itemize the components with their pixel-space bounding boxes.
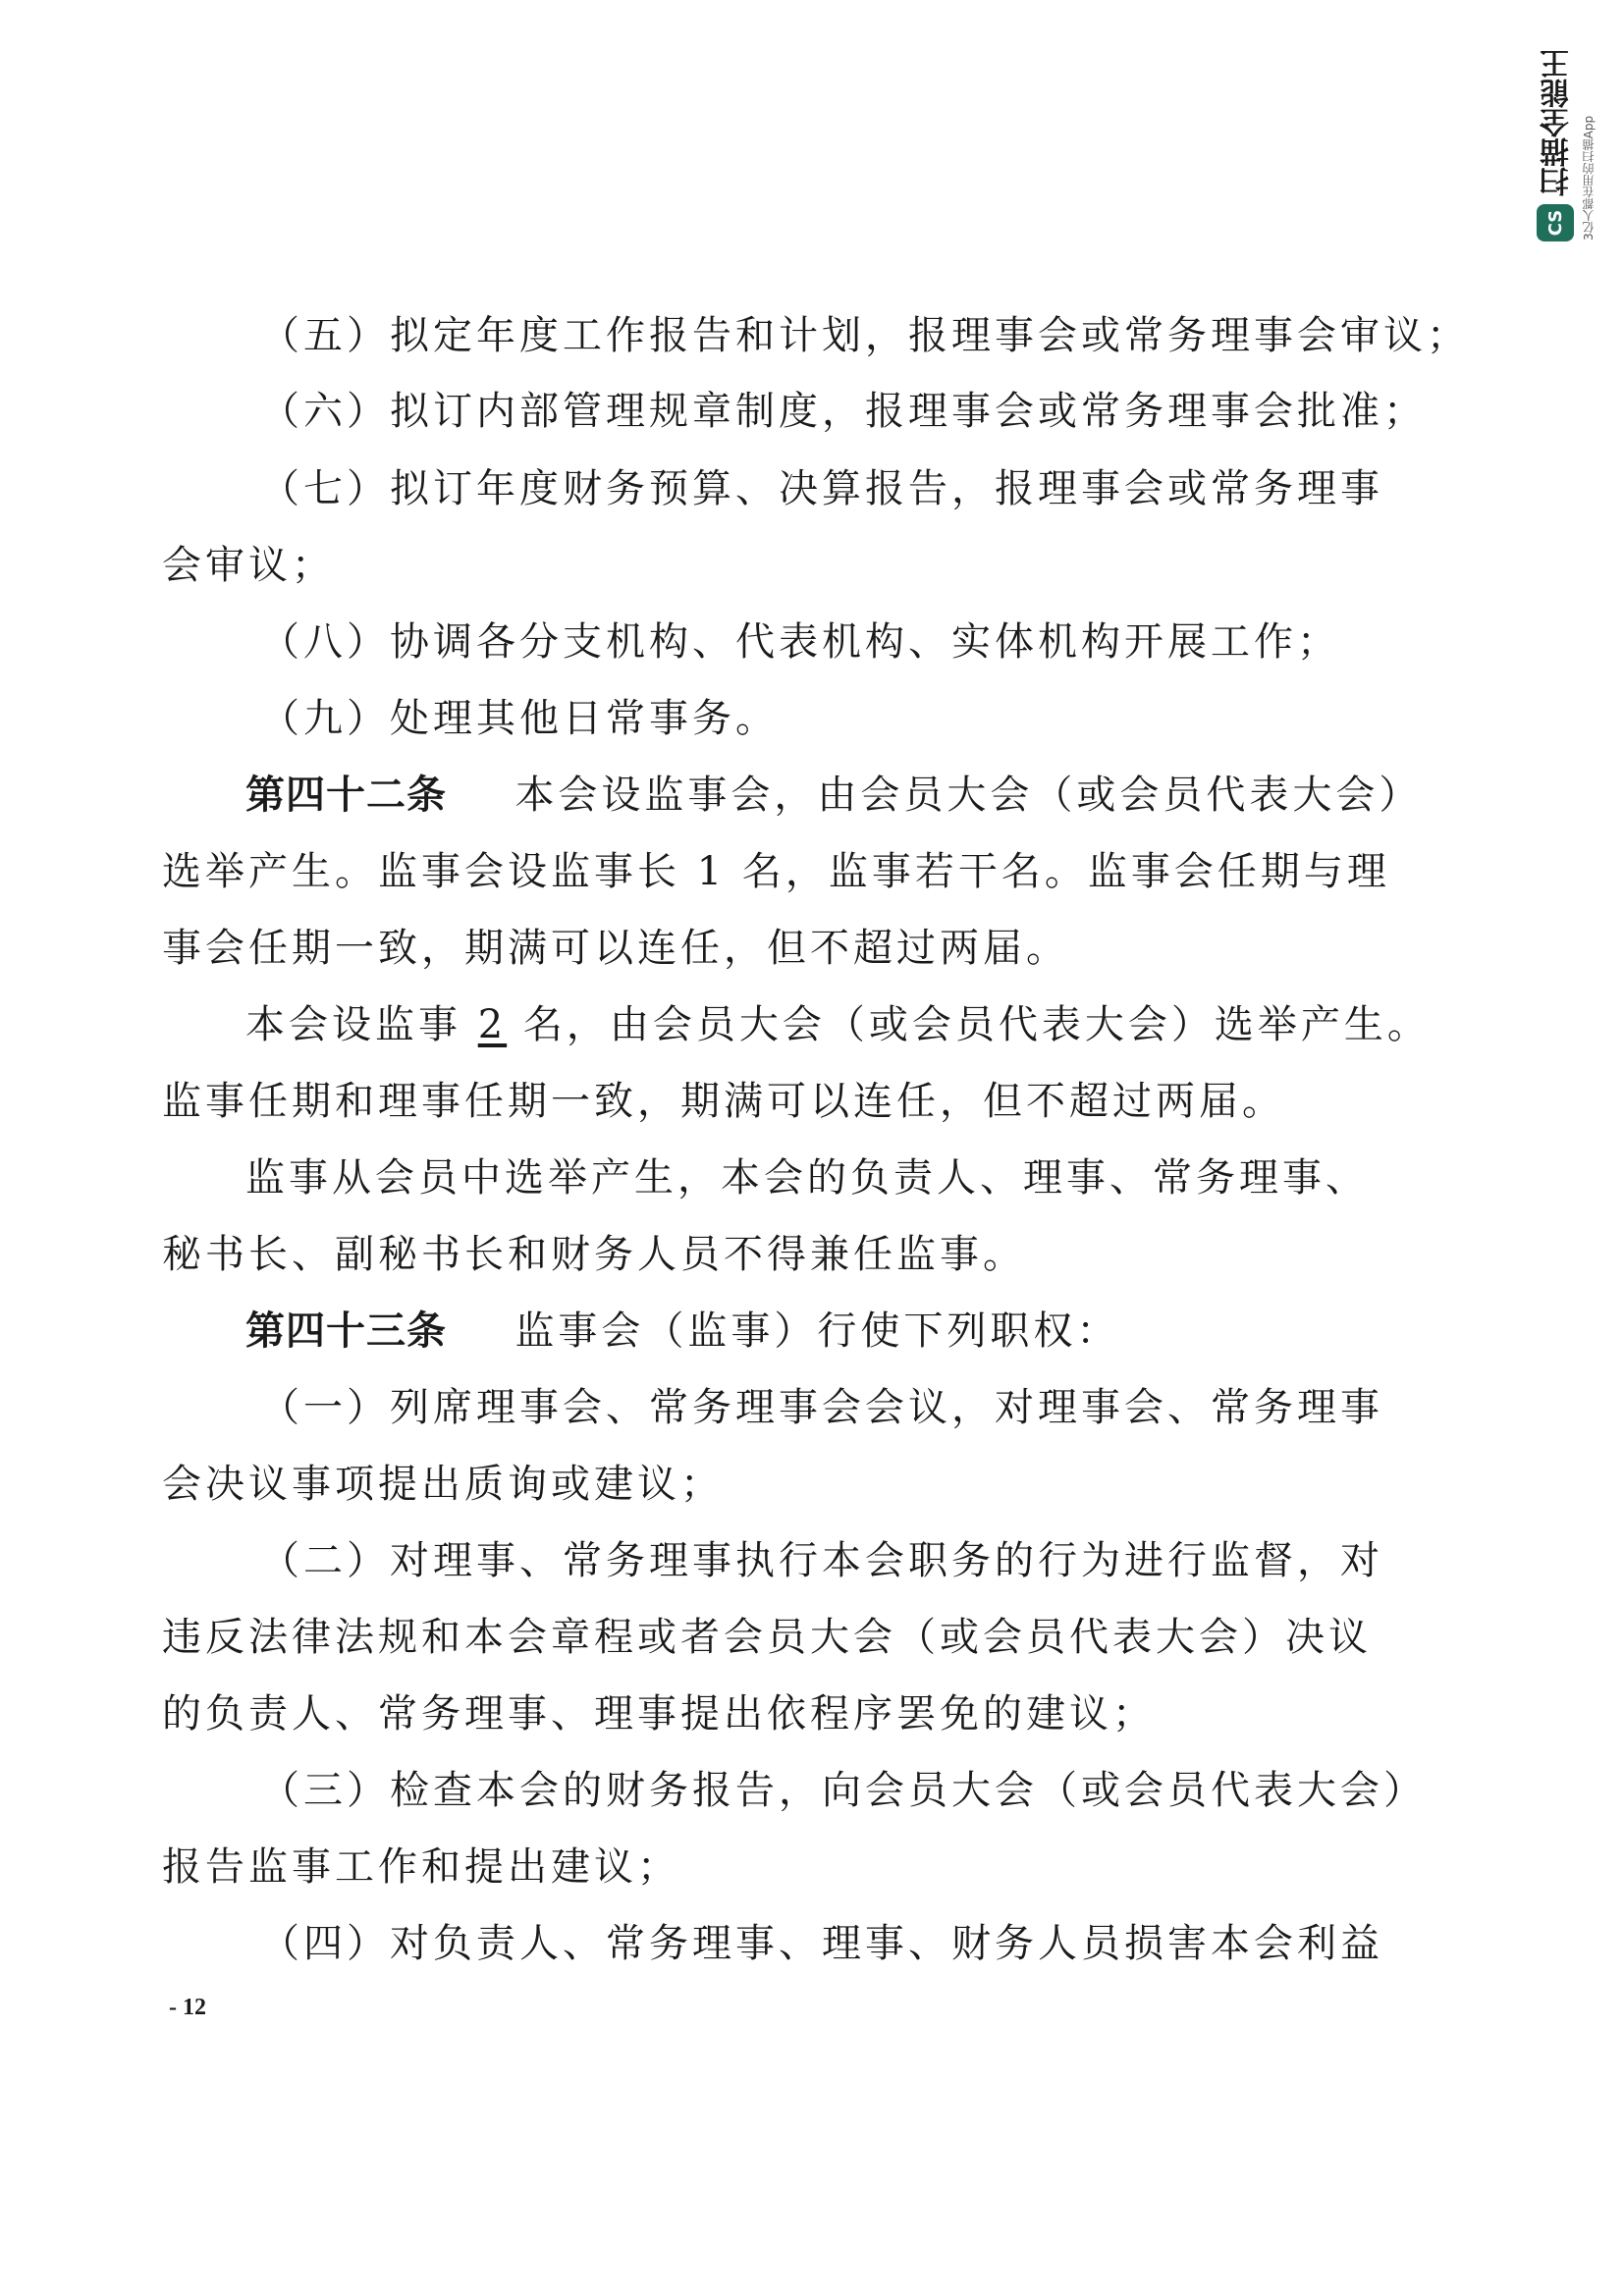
item-9: （九）处理其他日常事务。 bbox=[260, 696, 779, 741]
watermark-title: 扫描全能王 bbox=[1541, 49, 1575, 196]
article-42-line-2: 选举产生。监事会设监事长 1 名，监事若干名。监事会任期与理 bbox=[162, 849, 1390, 894]
article-43-intro: 监事会（监事）行使下列职权： bbox=[514, 1308, 1120, 1354]
article-43-item-3: （三）检查本会的财务报告，向会员大会（或会员代表大会） bbox=[260, 1768, 1427, 1813]
article-43-item-4: （四）对负责人、常务理事、理事、财务人员损害本会利益 bbox=[260, 1921, 1383, 1966]
cs-logo-icon: CS bbox=[1537, 204, 1574, 241]
article-42-label: 第四十二条 bbox=[245, 773, 447, 818]
article-43-item-2: （二）对理事、常务理事执行本会职务的行为进行监督，对 bbox=[260, 1538, 1383, 1583]
article-43-item-1-continued: 会决议事项提出质询或建议； bbox=[162, 1462, 724, 1507]
article-42-para-3-line-1: 监事从会员中选举产生，本会的负责人、理事、常务理事、 bbox=[245, 1155, 1369, 1201]
item-8: （八）协调各分支机构、代表机构、实体机构开展工作； bbox=[260, 619, 1340, 665]
page-number: - 12 bbox=[169, 1995, 206, 2020]
article-42-para-3-line-2: 秘书长、副秘书长和财务人员不得兼任监事。 bbox=[162, 1232, 1026, 1277]
supervisor-count: 2 bbox=[477, 1002, 508, 1047]
item-6: （六）拟订内部管理规章制度，报理事会或常务理事会批准； bbox=[260, 389, 1427, 434]
article-43-item-3-continued: 报告监事工作和提出建议； bbox=[162, 1844, 680, 1890]
para-2-suffix: 名，由会员大会（或会员代表大会）选举产生。 bbox=[507, 1002, 1431, 1047]
para-2-prefix: 本会设监事 bbox=[245, 1002, 478, 1047]
article-42-line-3: 事会任期一致，期满可以连任，但不超过两届。 bbox=[162, 926, 1069, 971]
article-42-text-1: 本会设监事会，由会员大会（或会员代表大会） bbox=[514, 773, 1423, 818]
article-43-item-2-continued-1: 违反法律法规和本会章程或者会员大会（或会员代表大会）决议 bbox=[162, 1615, 1372, 1660]
article-43-item-2-continued-2: 的负责人、常务理事、理事提出依程序罢免的建议； bbox=[162, 1691, 1156, 1736]
article-43-item-1: （一）列席理事会、常务理事会会议，对理事会、常务理事 bbox=[260, 1385, 1383, 1430]
article-42-line-1 bbox=[0, 770, 1623, 821]
article-43-label: 第四十三条 bbox=[245, 1308, 447, 1354]
item-7-continued: 会审议； bbox=[162, 543, 335, 588]
article-42-para-2-line-2: 监事任期和理事任期一致，期满可以连任，但不超过两届。 bbox=[162, 1079, 1285, 1124]
item-5: （五）拟定年度工作报告和计划，报理事会或常务理事会审议； bbox=[260, 313, 1470, 358]
article-42-para-2 bbox=[0, 999, 1623, 1050]
watermark-subtitle: 3亿人都在用的扫描App bbox=[1582, 115, 1596, 240]
item-7: （七）拟订年度财务预算、决算报告，报理事会或常务理事 bbox=[260, 466, 1383, 511]
article-43-line-1 bbox=[0, 1306, 1623, 1357]
scanner-watermark bbox=[1523, 29, 1611, 255]
